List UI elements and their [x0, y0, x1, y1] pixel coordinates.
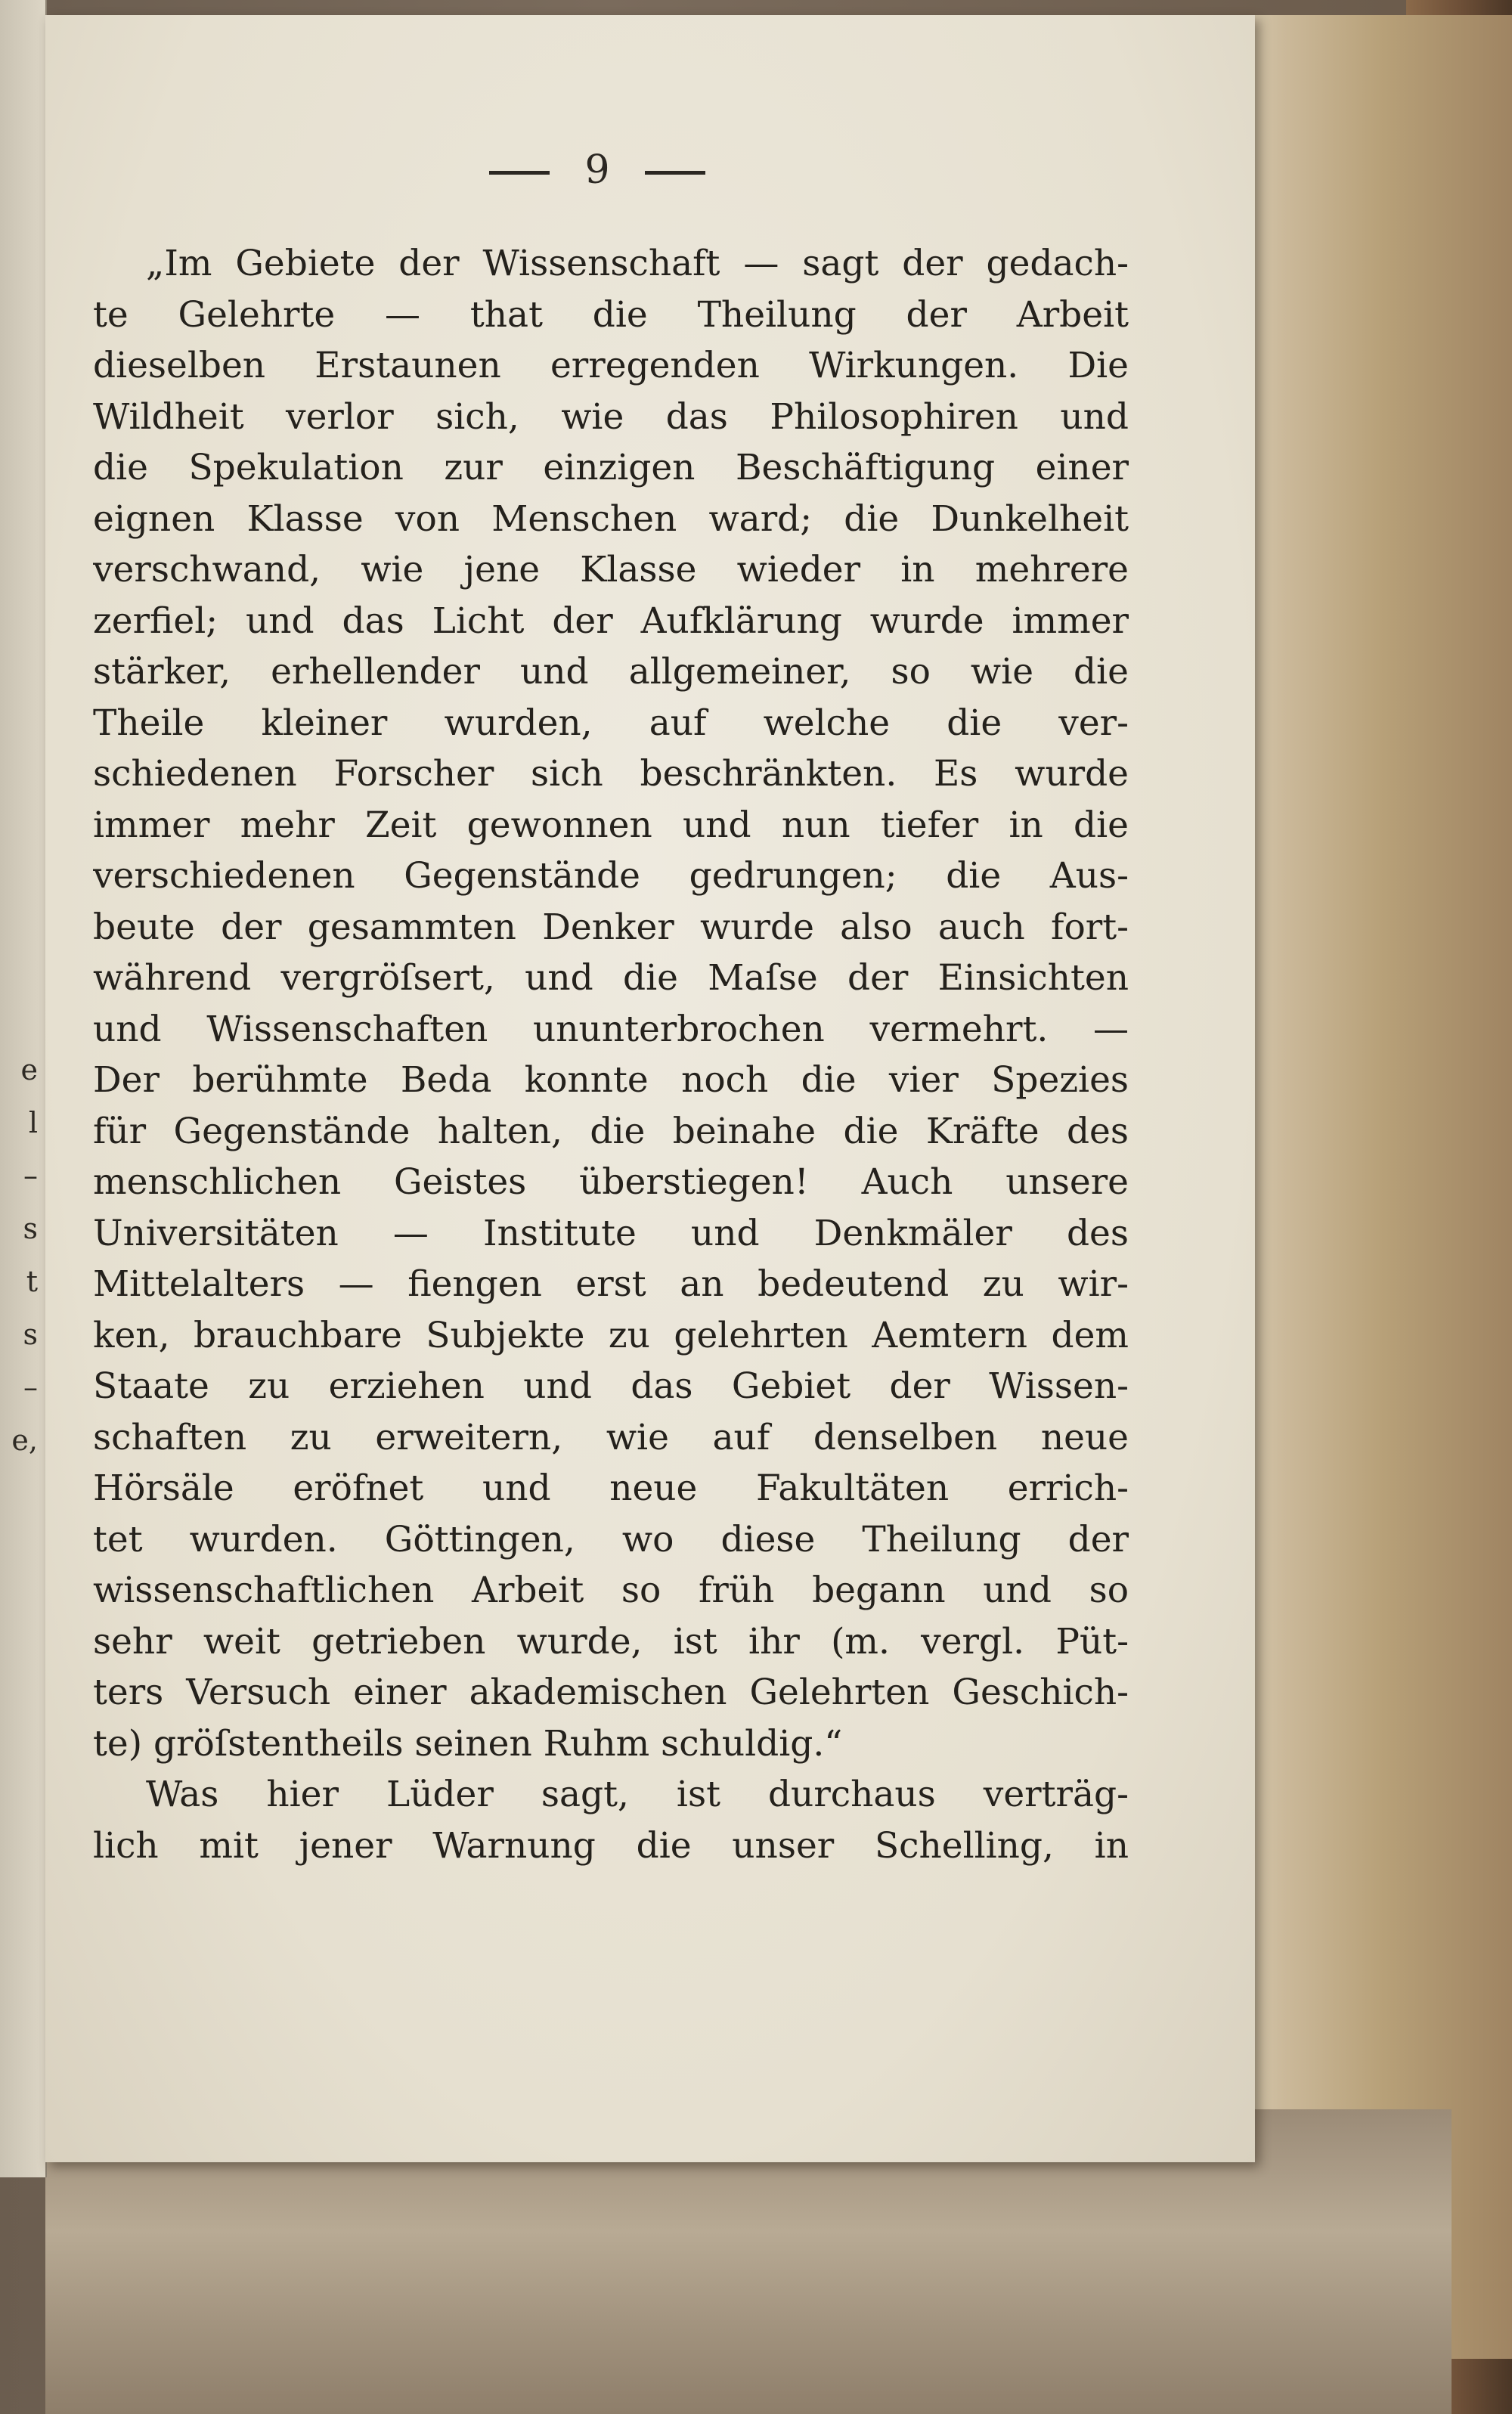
left-letter: –: [23, 1371, 38, 1404]
text-line: ken, brauchbare Subjekte zu gelehrten Aemtern dem: [93, 1314, 1129, 1356]
header-dash-right: [645, 171, 705, 175]
text-line: wissenschaftlichen Arbeit so früh begann und so: [93, 1570, 1129, 1611]
left-letter: –: [23, 1159, 38, 1192]
page-number: 9: [584, 147, 610, 193]
text-line: Was hier Lüder sagt, ist durchaus verträg-: [146, 1774, 1129, 1815]
page-stack-edge: [1225, 15, 1512, 2359]
text-line: immer mehr Zeit gewonnen und nun tiefer in die: [93, 804, 1129, 846]
text-line: Hörsäle eröfnet und neue Fakultäten errich-: [93, 1467, 1129, 1509]
text-line: während vergröſsert, und die Maſse der Einsichten: [93, 957, 1129, 999]
text-line: für Gegenstände halten, die beinahe die Kräfte des: [93, 1110, 1129, 1152]
header-dash-left: [489, 171, 550, 175]
text-line: lich mit jener Warnung die unser Schelling, in: [93, 1824, 1129, 1867]
text-line: Mittelalters — fiengen erst an bedeutend zu wir-: [93, 1263, 1129, 1305]
text-line: Staate zu erziehen und das Gebiet der Wissen-: [93, 1365, 1129, 1407]
left-letter: s: [23, 1212, 38, 1245]
text-line: stärker, erhellender und allgemeiner, so wie die: [93, 651, 1129, 693]
left-letter: e,: [11, 1424, 38, 1457]
left-letter: s: [23, 1318, 38, 1351]
text-line: Theile kleiner wurden, auf welche die ver-: [93, 702, 1129, 744]
body-text: [93, 238, 1129, 1871]
text-line: te) gröſstentheils seinen Ruhm schuldig.“: [93, 1722, 843, 1765]
text-line: tet wurden. Göttingen, wo diese Theilung der: [93, 1518, 1129, 1560]
left-letter: e: [20, 1053, 38, 1086]
text-line: Universitäten — Institute und Denkmäler des: [93, 1212, 1129, 1254]
left-page-edge: [0, 0, 47, 2177]
text-line: te Gelehrte — that die Theilung der Arbeit: [93, 293, 1129, 336]
text-line: menschlichen Geistes überstiegen! Auch unsere: [93, 1161, 1129, 1203]
page-number-header: [408, 147, 786, 200]
text-line: Der berühmte Beda konnte noch die vier Spezies: [93, 1059, 1129, 1101]
text-line: sehr weit getrieben wurde, ist ihr (m. vergl. Püt-: [93, 1620, 1129, 1663]
text-line: ters Versuch einer akademischen Gelehrten Geschich-: [93, 1672, 1129, 1713]
text-line: dieselben Erstaunen erregenden Wirkungen. Die: [93, 345, 1129, 386]
left-letter: l: [28, 1106, 38, 1139]
text-line: eignen Klasse von Menschen ward; die Dunkelheit: [93, 497, 1129, 540]
text-line: schaften zu erweitern, wie auf denselben neue: [93, 1416, 1129, 1458]
text-line: und Wissenschaften ununterbrochen vermehrt. —: [93, 1008, 1129, 1050]
text-line: beute der gesammten Denker wurde also auch fort-: [93, 906, 1129, 948]
text-line: verschwand, wie jene Klasse wieder in mehrere: [93, 549, 1129, 590]
book-page: [45, 15, 1255, 2162]
text-line: zerfiel; und das Licht der Aufklärung wurde immer: [93, 600, 1129, 642]
text-line: verschiedenen Gegenstände gedrungen; die Aus-: [93, 855, 1129, 897]
left-page-letters: [2, 1043, 38, 1467]
text-line: „Im Gebiete der Wissenschaft — sagt der gedach-: [146, 243, 1129, 284]
left-letter: t: [26, 1265, 38, 1298]
text-line: schiedenen Forscher sich beschränkten. Es wurde: [93, 753, 1129, 795]
text-line: die Spekulation zur einzigen Beschäftigung einer: [93, 447, 1129, 488]
text-line: Wildheit verlor sich, wie das Philosophiren und: [93, 395, 1129, 438]
